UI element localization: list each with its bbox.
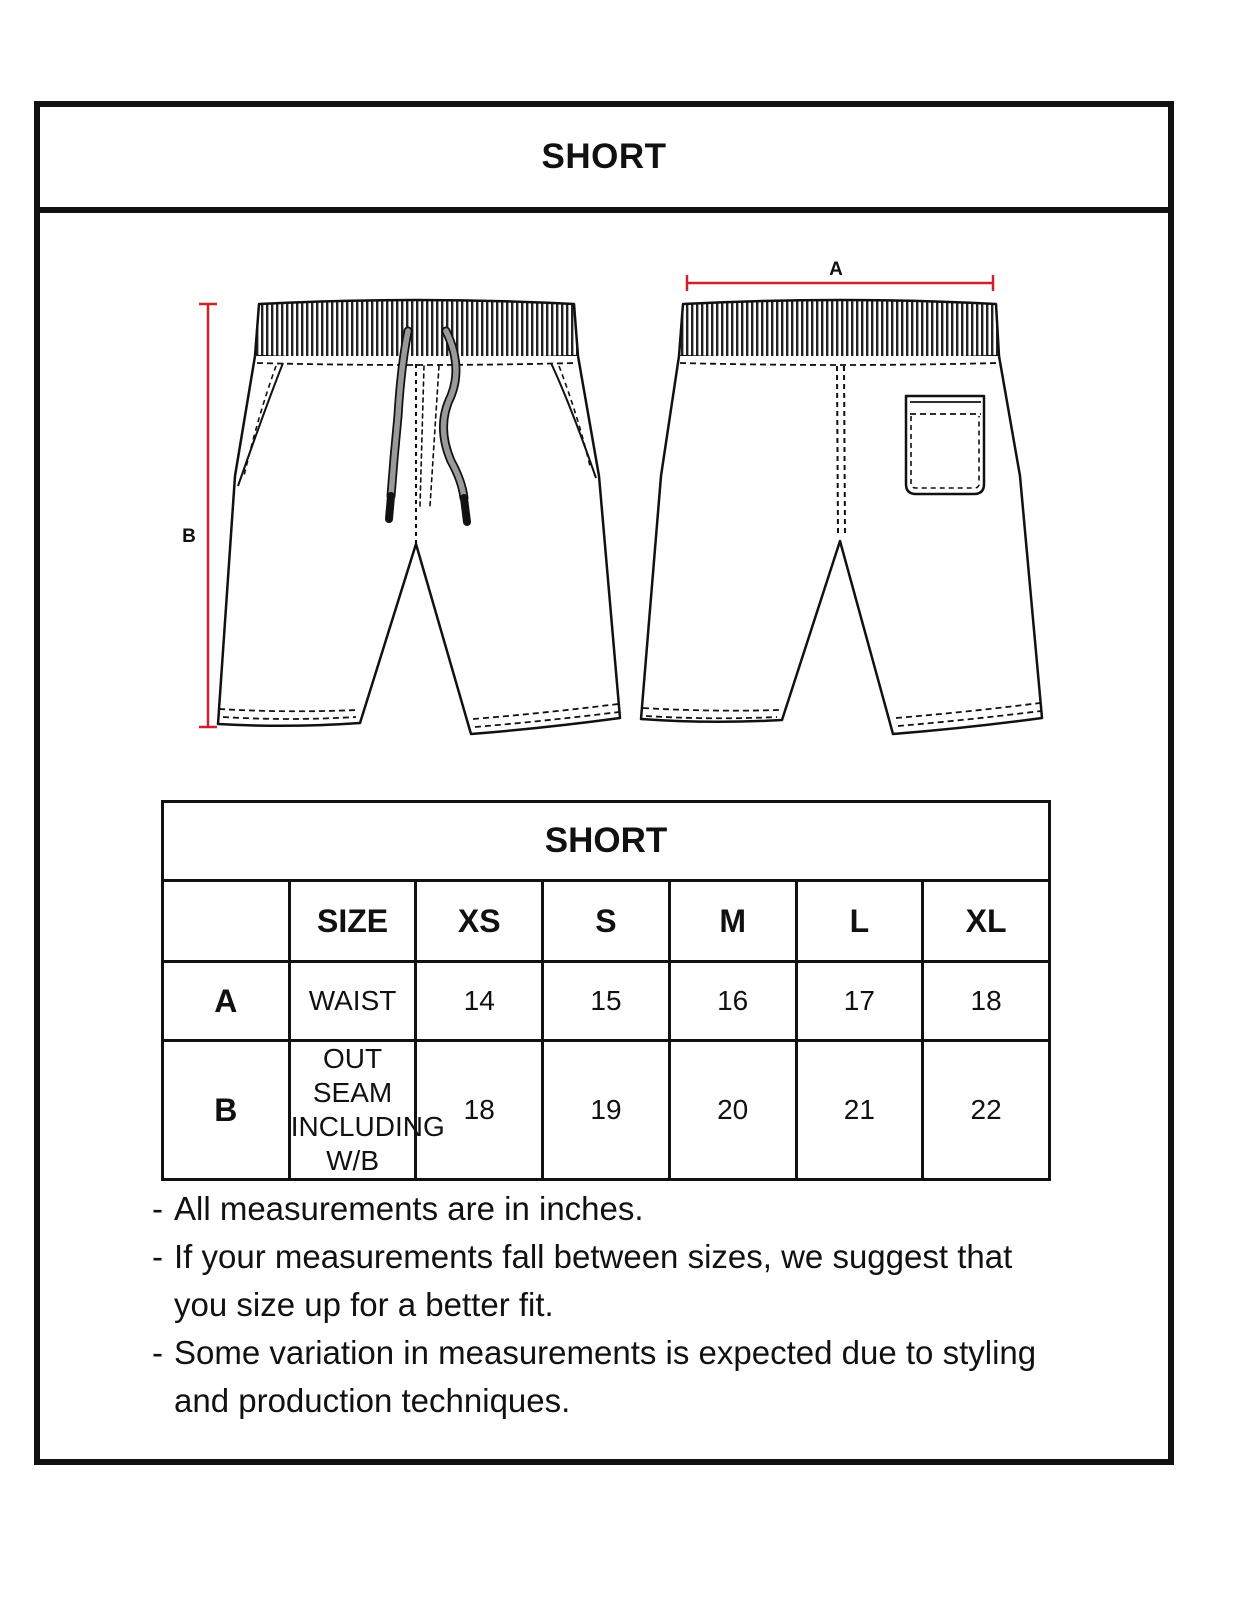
header-size-l: L (796, 881, 923, 962)
note-item (152, 1233, 1052, 1329)
cell-value: 20 (669, 1041, 796, 1180)
header-size: SIZE (289, 881, 416, 962)
measure-b-line (199, 304, 217, 727)
cell-value: 14 (416, 962, 543, 1041)
table-title: SHORT (163, 802, 1050, 881)
note-text: Some variation in measurements is expected due to styling and production techniques. (174, 1334, 1037, 1419)
note-dash: - (152, 1238, 163, 1275)
table-header-row (163, 881, 1050, 962)
cell-value: 18 (923, 962, 1050, 1041)
note-item (152, 1329, 1052, 1425)
header-size-m: M (669, 881, 796, 962)
header-empty-cell (163, 881, 290, 962)
header-size-xl: XL (923, 881, 1050, 962)
measure-a-label: A (829, 259, 843, 280)
shorts-illustrations (6, 6, 1236, 806)
note-text: All measurements are in inches. (174, 1190, 644, 1227)
table-row (163, 1041, 1050, 1180)
cell-value: 15 (543, 962, 670, 1041)
cell-value: 17 (796, 962, 923, 1041)
notes-list (152, 1185, 1052, 1425)
measure-b-label: B (182, 526, 196, 547)
shorts-front-drawing (218, 300, 620, 734)
row-letter: B (163, 1041, 290, 1180)
shorts-back-drawing (641, 300, 1042, 734)
table-title-row (163, 802, 1050, 881)
cell-value: 18 (416, 1041, 543, 1180)
row-description-line: INCLUDING W/B (290, 1111, 445, 1176)
cell-value: 22 (923, 1041, 1050, 1180)
cell-value: 16 (669, 962, 796, 1041)
row-description: WAIST (289, 962, 416, 1041)
page-title: SHORT (541, 137, 667, 176)
row-description-line: OUT SEAM (312, 1043, 393, 1108)
note-dash: - (152, 1334, 163, 1371)
table-row (163, 962, 1050, 1041)
row-description (289, 1041, 445, 1180)
note-text: If your measurements fall between sizes, we suggest that you size up for a better fit. (174, 1238, 1013, 1323)
size-chart-table (161, 800, 1051, 1181)
note-item (152, 1185, 1052, 1233)
note-dash: - (152, 1190, 163, 1227)
cell-value: 21 (796, 1041, 923, 1180)
row-letter: A (163, 962, 290, 1041)
header-size-xs: XS (416, 881, 543, 962)
cell-value: 19 (543, 1041, 670, 1180)
header-size-s: S (543, 881, 670, 962)
